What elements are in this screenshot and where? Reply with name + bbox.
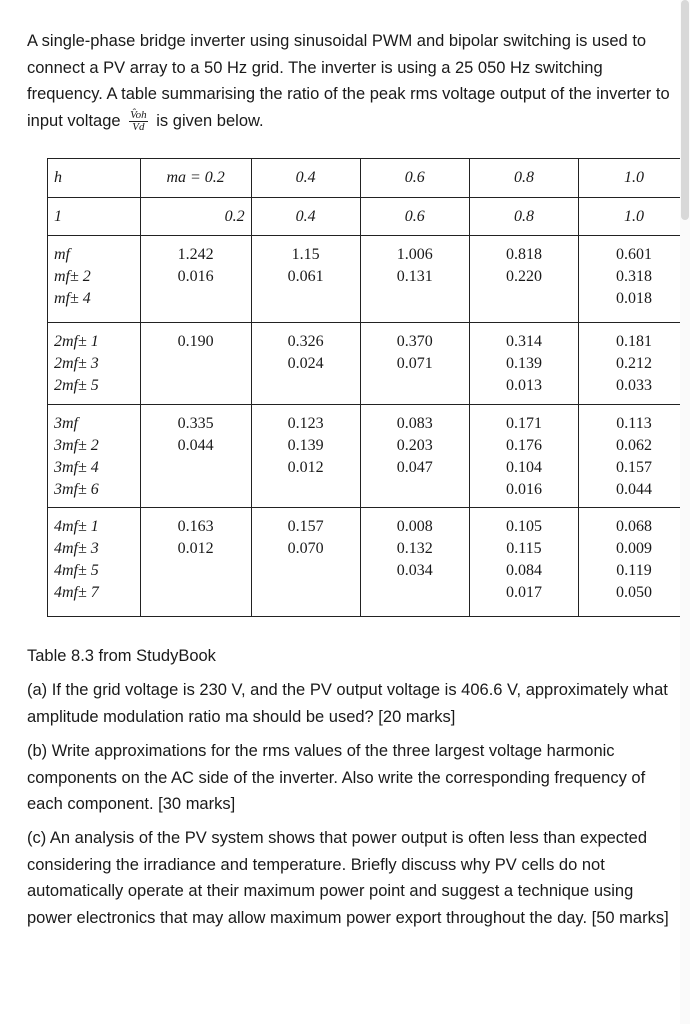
value-cell xyxy=(140,323,251,405)
value-cell xyxy=(579,198,690,236)
ratio-value: 0.044 xyxy=(177,437,214,454)
ratio-value: 0.132 xyxy=(396,540,433,557)
harmonic-order: 3mf xyxy=(54,415,78,432)
harmonic-order-cell xyxy=(48,236,141,323)
value-cell xyxy=(251,508,360,617)
harmonic-order: 2mf± 3 xyxy=(54,355,99,372)
table-row xyxy=(48,236,690,323)
ratio-value: 0.062 xyxy=(616,437,652,454)
harmonic-order: 3mf± 6 xyxy=(54,481,99,498)
header-ma-2 xyxy=(251,159,360,198)
question-a: (a) If the grid voltage is 230 V, and the PV output voltage is 406.6 V, approximately what amplitude modulation ratio ma should be used? [20 marks] xyxy=(27,681,668,726)
ratio-value: 0.047 xyxy=(396,459,433,476)
harmonic-order: 3mf± 4 xyxy=(54,459,99,476)
value-cell xyxy=(251,405,360,508)
ratio-value: 0.326 xyxy=(287,333,324,350)
ratio-value: 0.818 xyxy=(505,246,542,263)
harmonic-order-cell xyxy=(48,405,141,508)
ratio-value: 0.157 xyxy=(616,459,652,476)
intro-tail: is given below. xyxy=(156,111,264,130)
ratio-value: 0.115 xyxy=(506,540,542,557)
voltage-ratio-fraction xyxy=(129,110,148,133)
ratio-value: 0.212 xyxy=(616,355,652,372)
intro-text: A single-phase bridge inverter using sinusoidal PWM and bipolar switching is used to connect a PV array to a 50 Hz grid. The inverter is using a 25 050 Hz switching frequency. A table summarising the ratio of the peak rms voltage output of the inverter to input voltage xyxy=(27,32,670,130)
header-ma-4 xyxy=(469,159,578,198)
ratio-value: 0.017 xyxy=(505,584,542,601)
ratio-value: 1.15 xyxy=(291,246,320,263)
value-cell xyxy=(469,508,578,617)
ratio-value: 0.104 xyxy=(505,459,542,476)
ratio-value: 0.220 xyxy=(505,268,542,285)
ratio-value: 0.601 xyxy=(616,246,652,263)
ratio-value: 0.033 xyxy=(616,377,652,394)
ratio-value: 0.018 xyxy=(616,290,652,307)
ratio-value: 0.203 xyxy=(396,437,433,454)
ratio-value: 0.009 xyxy=(616,540,652,557)
ratio-value: 0.013 xyxy=(505,377,542,394)
ratio-value: 0.084 xyxy=(505,562,542,579)
ratio-value: 0.050 xyxy=(616,584,652,601)
ratio-value: 0.024 xyxy=(287,355,324,372)
table-caption: Table 8.3 from StudyBook xyxy=(27,647,216,665)
ratio-value: 0.335 xyxy=(177,415,214,432)
ratio-value: 0.070 xyxy=(287,540,324,557)
ratio-value: 1.006 xyxy=(396,246,433,263)
ratio-value: 0.163 xyxy=(177,518,214,535)
question-b: (b) Write approximations for the rms values of the three largest voltage harmonic components on the AC side of the inverter. Also write the corresponding frequency of each component. [30 marks] xyxy=(27,742,646,813)
header-label: 0.6 xyxy=(404,169,425,186)
ratio-value: 0.113 xyxy=(616,415,652,432)
ratio-value: 0.016 xyxy=(177,268,214,285)
header-ma-1 xyxy=(140,159,251,198)
header-label: h xyxy=(54,169,62,186)
fraction-numerator: V̂oh xyxy=(130,108,147,121)
table-row xyxy=(48,323,690,405)
harmonic-order: mf± 4 xyxy=(54,290,91,307)
table-header-row xyxy=(48,159,690,198)
ratio-value: 0.034 xyxy=(396,562,433,579)
value-cell xyxy=(140,508,251,617)
value-cell xyxy=(251,323,360,405)
ratio-value: 0.314 xyxy=(505,333,542,350)
ratio-value: 0.105 xyxy=(505,518,542,535)
ratio-value: 0.123 xyxy=(287,415,324,432)
table-row xyxy=(48,198,690,236)
ratio-value: 0.139 xyxy=(287,437,324,454)
value-cell xyxy=(360,236,469,323)
harmonic-order: 2mf± 1 xyxy=(54,333,99,350)
ratio-value: 0.181 xyxy=(616,333,652,350)
ratio-value: 0.012 xyxy=(177,540,214,557)
header-ma-5 xyxy=(579,159,690,198)
harmonic-order: mf± 2 xyxy=(54,268,91,285)
ratio-value: 0.370 xyxy=(396,333,433,350)
fraction-denominator: Vd xyxy=(132,120,145,133)
value-cell xyxy=(360,508,469,617)
ratio-value: 0.190 xyxy=(177,333,214,350)
ratio-value: 0.083 xyxy=(396,415,433,432)
ratio-value: 0.044 xyxy=(616,481,652,498)
ratio-value: 0.139 xyxy=(505,355,542,372)
header-ma-3 xyxy=(360,159,469,198)
ratio-value: 0.071 xyxy=(396,355,433,372)
value-cell xyxy=(469,236,578,323)
value-cell xyxy=(251,236,360,323)
value-cell xyxy=(469,198,578,236)
ratio-value: 0.008 xyxy=(396,518,433,535)
ratio-value: 0.061 xyxy=(287,268,324,285)
problem-intro xyxy=(27,28,677,134)
ratio-value: 0.157 xyxy=(287,518,324,535)
ratio-value: 0.176 xyxy=(505,437,542,454)
harmonic-order: 4mf± 3 xyxy=(54,540,99,557)
ratio-value: 1.242 xyxy=(177,246,214,263)
scrollbar-thumb[interactable] xyxy=(681,0,689,220)
ratio-value: 0.131 xyxy=(396,268,433,285)
value-cell xyxy=(579,236,690,323)
value-cell xyxy=(469,405,578,508)
ratio-value: 0.4 xyxy=(295,208,316,225)
value-cell xyxy=(140,198,251,236)
harmonic-order: 4mf± 5 xyxy=(54,562,99,579)
ratio-value: 0.2 xyxy=(224,208,245,225)
value-cell xyxy=(360,323,469,405)
value-cell xyxy=(579,323,690,405)
ratio-value: 0.119 xyxy=(616,562,652,579)
value-cell xyxy=(579,405,690,508)
harmonic-order-cell xyxy=(48,198,141,236)
harmonic-order: 2mf± 5 xyxy=(54,377,99,394)
ratio-value: 1.0 xyxy=(624,208,644,225)
ratio-value: 0.318 xyxy=(616,268,652,285)
value-cell xyxy=(140,405,251,508)
question-c: (c) An analysis of the PV system shows that power output is often less than expected considering the irradiance and temperature. Briefly discuss why PV cells do not automatically operate at their maximum power point and suggest a technique using power electronics that may allow maximum power export throughout the day. [50 marks] xyxy=(27,829,669,927)
ratio-value: 0.012 xyxy=(287,459,324,476)
harmonic-order-cell xyxy=(48,508,141,617)
harmonic-order: 4mf± 1 xyxy=(54,518,99,535)
value-cell xyxy=(579,508,690,617)
value-cell xyxy=(360,198,469,236)
harmonic-order: 1 xyxy=(54,208,62,225)
value-cell xyxy=(469,323,578,405)
header-label: ma = 0.2 xyxy=(166,169,225,186)
harmonic-order-cell xyxy=(48,323,141,405)
table-row xyxy=(48,508,690,617)
value-cell xyxy=(140,236,251,323)
harmonic-order: mf xyxy=(54,246,70,263)
header-label: 1.0 xyxy=(624,169,644,186)
ratio-value: 0.171 xyxy=(505,415,542,432)
ratio-value: 0.016 xyxy=(505,481,542,498)
table-row xyxy=(48,405,690,508)
ratio-value: 0.068 xyxy=(616,518,652,535)
header-h xyxy=(48,159,141,198)
value-cell xyxy=(251,198,360,236)
header-label: 0.4 xyxy=(295,169,316,186)
ratio-value: 0.8 xyxy=(513,208,534,225)
value-cell xyxy=(360,405,469,508)
scrollbar[interactable] xyxy=(680,0,690,1024)
harmonics-table xyxy=(47,158,690,617)
header-label: 0.8 xyxy=(513,169,534,186)
harmonic-order: 4mf± 7 xyxy=(54,584,99,601)
harmonic-order: 3mf± 2 xyxy=(54,437,99,454)
ratio-value: 0.6 xyxy=(404,208,425,225)
